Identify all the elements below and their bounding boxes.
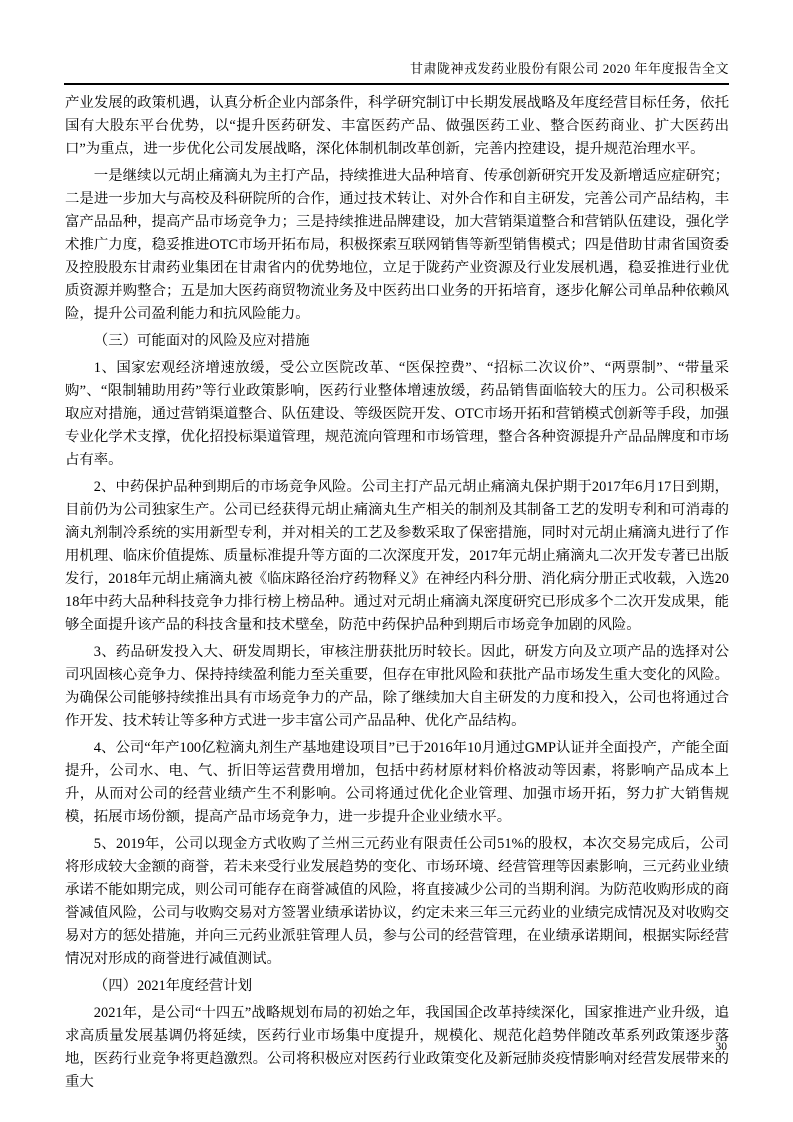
paragraph-risk-5: 5、2019年，公司以现金方式收购了兰州三元药业有限责任公司51%的股权，本次交易完成后，公司将形成较大金额的商誉，若未来受行业发展趋势的变化、市场环境、经营管理等因素影响，三元药业业绩承诺不能如期完成，则公司可能存在商誉减值的风险，将直接减少公司的当期利润。为防范收购形成的商誉减值风险，公司与收购交易对方签署业绩承诺协议，约定未来三年三元药业的业绩完成情况及对收购交易对方的惩处措施，并向三元药业派驻管理人员，参与公司的经营管理，在业绩承诺期间，根据实际经营情况对形成的商誉进行减值测试。	[65, 836, 729, 967]
section-heading-risks: （三）可能面对的风险及应对措施	[93, 333, 310, 349]
paragraph-risk-4: 4、公司“年产100亿粒滴丸剂生产基地建设项目”已于2016年10月通过GMP认证并全面投产，产能全面提升，公司水、电、气、折旧等运营费用增加，包括中药材原材料价格波动等因素，将影响产品成本上升，从而对公司的经营业绩产生不利影响。公司将通过优化企业管理、加强市场开拓，努力扩大销售规模，拓展市场份额，提高产品市场竞争力，进一步提升企业业绩水平。	[65, 740, 729, 825]
paragraph-risk-2: 2、中药保护品种到期后的市场竞争风险。公司主打产品元胡止痛滴丸保护期于2017年6月17日到期，目前仍为公司独家生产。公司已经获得元胡止痛滴丸生产相关的制剂及其制备工艺的发明专利和可消毒的滴丸剂制冷系统的实用新型专利，并对相关的工艺及参数采取了保密措施，同时对元胡止痛滴丸进行了作用机理、临床价值提炼、质量标准提升等方面的二次深度开发，2017年元胡止痛滴丸二次开发专著已出版发行，2018年元胡止痛滴丸被《临床路径治疗药物释义》在神经内科分册、消化病分册正式收载，入选2018年中药大品种科技竞争力排行榜上榜品种。通过对元胡止痛滴丸深度研究已形成多个二次开发成果，能够全面提升该产品的科技含量和技术壁垒，防范中药保护品种到期后市场竞争加剧的风险。	[65, 479, 729, 633]
paragraph-risk-3: 3、药品研发投入大、研发周期长，审核注册获批历时较长。因此，研发方向及立项产品的选择对公司巩固核心竞争力、保持持续盈利能力至关重要，但存在审批风险和获批产品市场发生重大变化的风险。为确保公司能够持续推出具有市场竞争力的产品，除了继续加大自主研发的力度和投入，公司也将通过合作开发、技术转让等多种方式进一步丰富公司产品品种、优化产品结构。	[65, 644, 729, 729]
paragraph-risk-1: 1、国家宏观经济增速放缓，受公立医院改革、“医保控费”、“招标二次议价”、“两票制”、“带量采购”、“限制辅助用药”等行业政策影响，医药行业整体增速放缓，药品销售面临较大的压力。公司积极采取应对措施，通过营销渠道整合、队伍建设、等级医院开发、OTC市场开拓和营销模式创新等手段，加强专业化学术支撑，优化招投标渠道管理，规范流向管理和市场管理，整合各种资源提升产品品牌度和市场占有率。	[65, 360, 729, 468]
paragraph-strategy-points: 一是继续以元胡止痛滴丸为主打产品，持续推进大品种培育、传承创新研究开发及新增适应症研究；二是进一步加大与高校及科研院所的合作，通过技术转让、对外合作和自主研发，完善公司产品结构，丰富产品品种，提高产品市场竞争力；三是持续推进品牌建设，加大营销渠道整合和营销队伍建设，强化学术推广力度，稳妥推进OTC市场开拓布局，积极探索互联网销售等新型销售模式；四是借助甘肃省国资委及控股股东甘肃药业集团在甘肃省内的优势地位，立足于陇药产业资源及行业发展机遇，稳妥推进行业优质资源并购整合；五是加大医药商贸物流业务及中医药出口业务的开拓培育，逐步化解公司单品种依赖风险，提升公司盈利能力和抗风险能力。	[65, 168, 729, 322]
header-divider	[64, 83, 729, 85]
report-body	[65, 92, 729, 1098]
paragraph-continuation: 产业发展的政策机遇，认真分析企业内部条件，科学研究制订中长期发展战略及年度经营目标任务，依托国有大股东平台优势，以“提升医药研发、丰富医药产品、做强医药工业、整合医药商业、扩大医药出口”为重点，进一步优化公司发展战略，深化体制机制改革创新，完善内控建设，提升规范治理水平。	[65, 95, 729, 157]
paragraph-2021-plan: 2021年，是公司“十四五”战略规划布局的初始之年，我国国企改革持续深化，国家推进产业升级，追求高质量发展基调仍将延续，医药行业市场集中度提升，规模化、规范化趋势伴随改革系列政策逐步落地，医药行业竞争将更趋激烈。公司将积极应对医药行业政策变化及新冠肺炎疫情影响对经营发展带来的重大	[65, 1005, 729, 1090]
page-header-title: 甘肃陇神戎发药业股份有限公司 2020 年年度报告全文	[409, 61, 729, 76]
page-number: 30	[715, 1041, 727, 1053]
section-heading-2021-plan: （四）2021年度经营计划	[93, 978, 253, 994]
